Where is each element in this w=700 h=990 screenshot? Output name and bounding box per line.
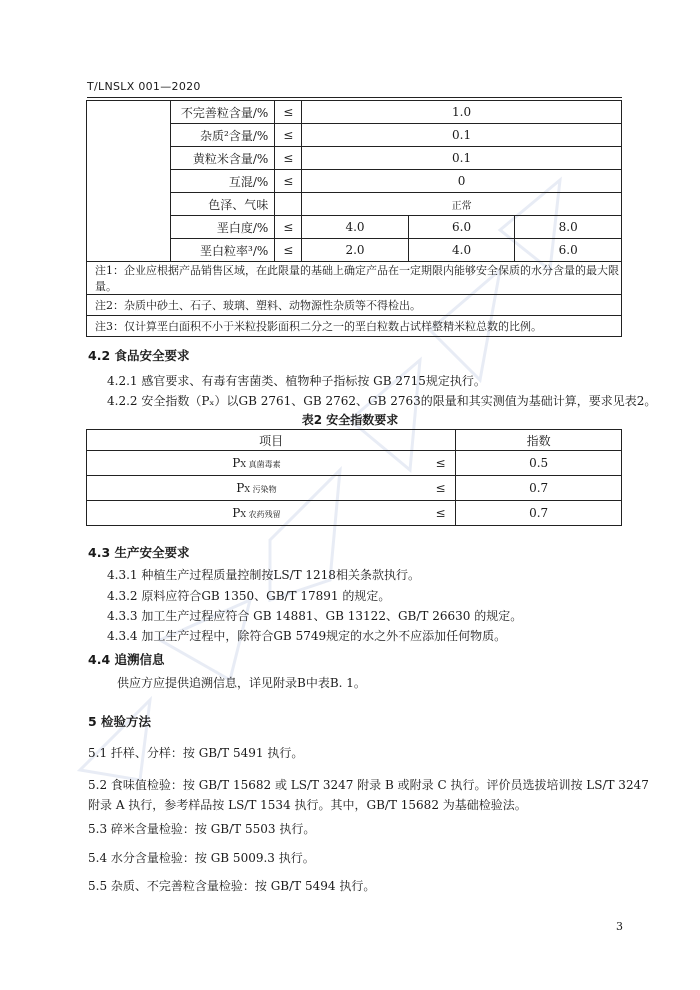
row-value: 正常 [302,193,622,216]
row-label: 色泽、气味 [170,193,275,216]
table2-caption: 表2 安全指数要求 [301,413,399,427]
row-operator: ≤ [275,170,302,193]
row-operator [275,193,302,216]
section-heading-4-4: 4.4 追溯信息 [88,652,165,667]
table-row [87,451,622,476]
row-operator: ≤ [275,239,302,262]
note-1: 注1：企业应根据产品销售区域，在此限量的基础上确定产品在一定期限内能够安全保质的水分含量的最大限量。 [87,262,622,295]
paragraph-5-5: 5.5 杂质、不完善粒含量检验：按 GB/T 5494 执行。 [88,879,376,893]
section-heading-4-2: 4.2 食品安全要求 [88,348,190,363]
row-value: 0 [302,170,622,193]
row-label: 垩白粒率³/% [170,239,275,262]
grade-value: 2.0 [302,239,409,262]
row-value: 0.5 [456,451,622,476]
blank-category-cell [87,101,171,262]
p-symbol: P [232,456,241,470]
paragraph-4-3-3: 4.3.3 加工生产过程应符合 GB 14881、GB 13122、GB/T 26630 的规定。 [107,609,523,623]
row-operator: ≤ [275,216,302,239]
row-value: 0.1 [302,124,622,147]
row-label: 黄粒米含量/% [170,147,275,170]
row-label [87,476,426,501]
paragraph-5-2b: 附录 A 执行，参考样品按 LS/T 1534 执行。其中，GB/T 15682 为基础检验法。 [88,798,527,812]
grade-value: 4.0 [302,216,409,239]
row-value: 0.1 [302,147,622,170]
grade-value: 4.0 [408,239,515,262]
paragraph-4-2-1: 4.2.1 感官要求、有毒有害菌类、植物种子指标按 GB 2715规定执行。 [107,374,486,388]
table-note [87,262,622,295]
row-label [87,451,426,476]
paragraph-4-3-4: 4.3.4 加工生产过程中，除符合GB 5749规定的水之外不应添加任何物质。 [107,629,507,643]
grade-value: 6.0 [408,216,515,239]
paragraph-4-4: 供应方应提供追溯信息，详见附录B中表B. 1。 [117,676,366,690]
row-label [87,501,426,526]
row-operator: ≤ [426,501,456,526]
row-label: 互混/% [170,170,275,193]
quality-table [86,100,622,337]
row-label: 不完善粒含量/% [170,101,275,124]
row-label: 杂质²含量/% [170,124,275,147]
table-note [87,295,622,316]
paragraph-4-2-2: 4.2.2 安全指数（Pₓ）以GB 2761、GB 2762、GB 2763的限量和其实测值为基础计算，要求见表2。 [107,394,657,408]
row-value: 0.7 [456,501,622,526]
header-item: 项目 [87,430,456,451]
p-symbol: P [232,506,241,520]
header-rule [87,97,622,98]
table-row [87,476,622,501]
table-header-row [87,430,622,451]
paragraph-5-2a: 5.2 食味值检验：按 GB/T 15682 或 LS/T 3247 附录 B 或附录 C 执行。评价员选拔培训按 LS/T 3247 [88,778,649,792]
grade-value: 6.0 [515,239,622,262]
p-subscript: X 农药残留 [240,510,281,519]
p-symbol: P [236,481,245,495]
row-operator: ≤ [275,147,302,170]
table-note [87,316,622,337]
section-heading-5: 5 检验方法 [88,714,152,729]
row-label: 垩白度/% [170,216,275,239]
row-operator: ≤ [426,476,456,501]
row-operator: ≤ [275,101,302,124]
grade-value: 8.0 [515,216,622,239]
page-number: 3 [616,920,623,933]
section-heading-4-3: 4.3 生产安全要求 [88,545,190,560]
note-2: 注2：杂质中砂土、石子、玻璃、塑料、动物源性杂质等不得检出。 [87,295,622,316]
header-index: 指数 [456,430,622,451]
row-value: 1.0 [302,101,622,124]
row-operator: ≤ [275,124,302,147]
p-subscript: X 真菌毒素 [240,460,281,469]
paragraph-5-1: 5.1 扦样、分样：按 GB/T 5491 执行。 [88,746,304,760]
row-value: 0.7 [456,476,622,501]
document-code: T/LNSLX 001—2020 [87,80,201,93]
paragraph-4-3-1: 4.3.1 种植生产过程质量控制按LS/T 1218相关条款执行。 [107,568,420,582]
p-subscript: X 污染物 [244,485,277,494]
paragraph-5-3: 5.3 碎米含量检验：按 GB/T 5503 执行。 [88,822,316,836]
paragraph-5-4: 5.4 水分含量检验：按 GB 5009.3 执行。 [88,851,315,865]
row-operator: ≤ [426,451,456,476]
safety-index-table [86,429,622,526]
note-3: 注3：仅计算垩白面积不小于米粒投影面积二分之一的垩白粒数占试样整精米粒总数的比例。 [87,316,622,337]
table-row [87,501,622,526]
table-row [87,101,622,124]
paragraph-4-3-2: 4.3.2 原料应符合GB 1350、GB/T 17891 的规定。 [107,589,391,603]
